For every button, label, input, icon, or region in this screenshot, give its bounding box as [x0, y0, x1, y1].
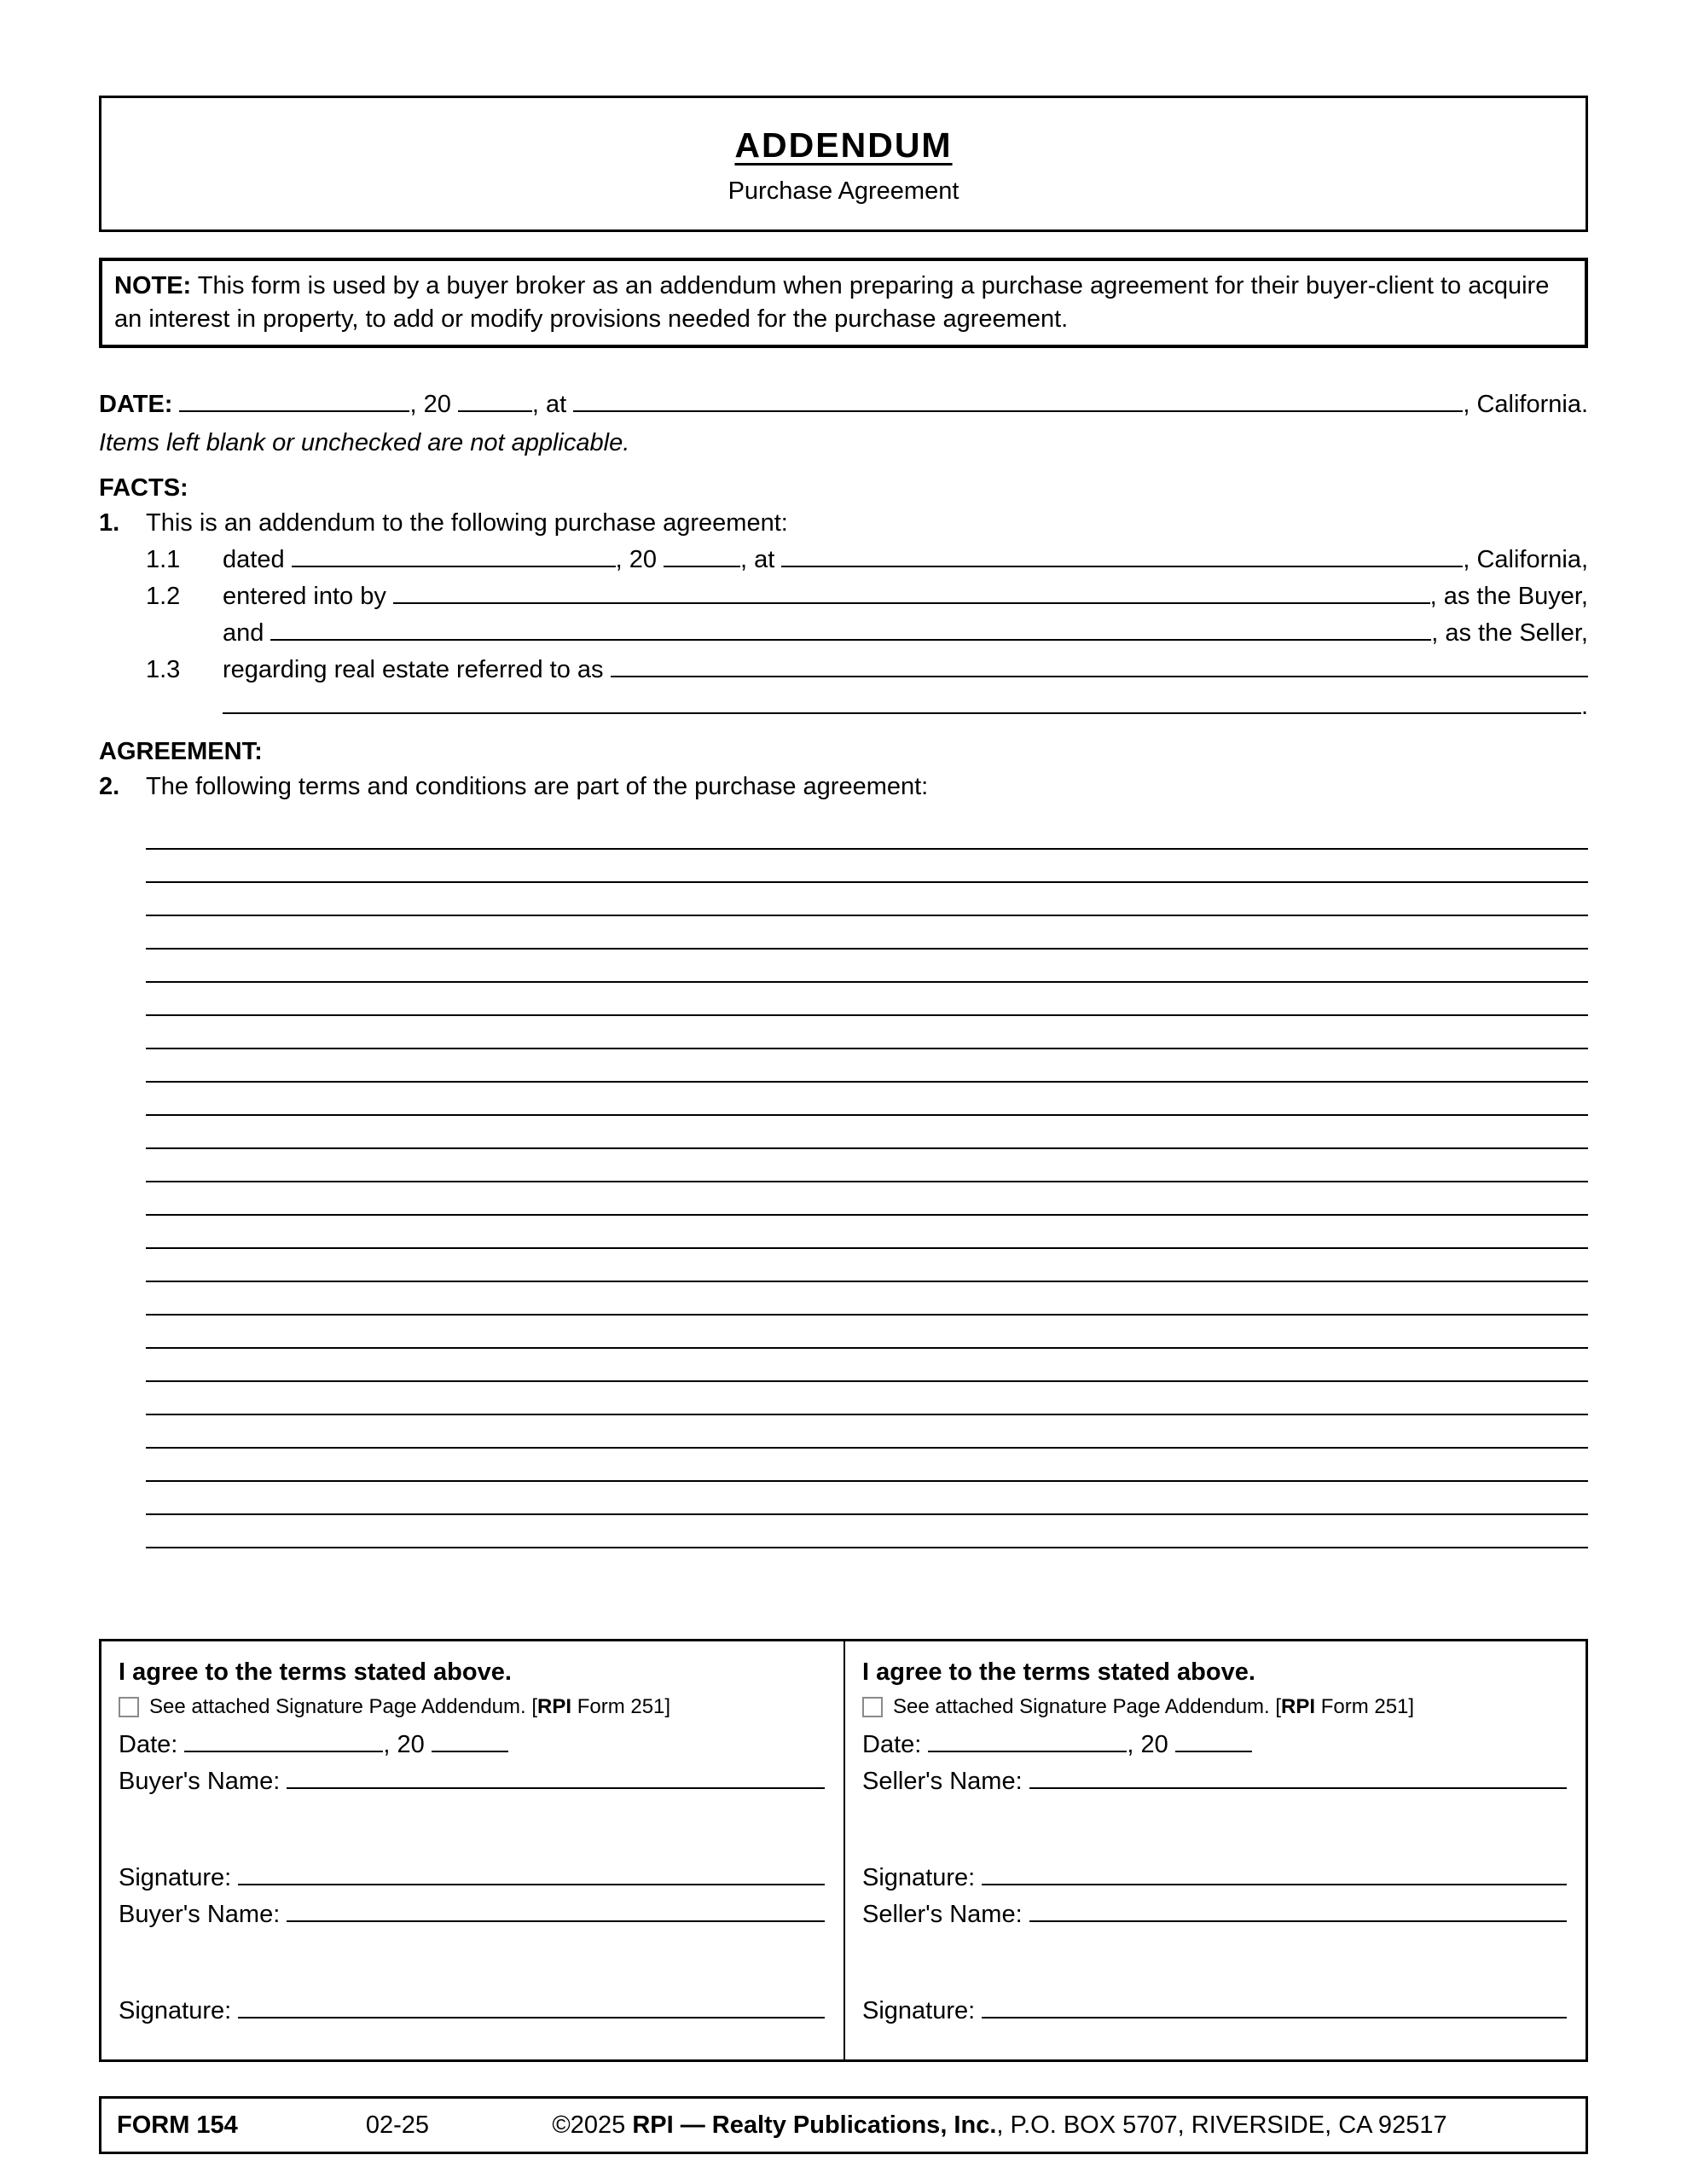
item-2-text: The following terms and conditions are part of the purchase agreement:	[146, 773, 929, 800]
seller-date-line	[862, 1726, 1567, 1763]
buyer-date-field[interactable]	[184, 1726, 383, 1752]
fact-1-3-cont-row	[223, 688, 1588, 724]
fact-1-text: This is an addendum to the following purchase agreement:	[146, 509, 788, 537]
fact-1-2-seller-suffix: , as the Seller,	[1431, 619, 1588, 647]
agreement-blank-line[interactable]	[146, 1282, 1588, 1316]
agreement-date-field[interactable]	[292, 541, 616, 567]
fact-1-1-number: 1.1	[146, 546, 181, 573]
agreement-blank-line[interactable]	[146, 950, 1588, 983]
agreement-ruled-lines	[146, 816, 1588, 1548]
date-state-suffix: , California.	[1463, 391, 1588, 418]
buyer-party-field[interactable]	[393, 578, 1430, 604]
agreement-blank-line[interactable]	[146, 883, 1588, 916]
buyer-year-prefix: , 20	[383, 1731, 425, 1758]
seller-date-field[interactable]	[928, 1726, 1127, 1752]
signature-section	[99, 1639, 1588, 2062]
agreement-blank-line[interactable]	[146, 1415, 1588, 1449]
real-estate-field[interactable]	[611, 651, 1588, 677]
item-2-row	[99, 770, 1588, 804]
buyer-agree-statement: I agree to the terms stated above.	[119, 1658, 512, 1686]
agreement-blank-line[interactable]	[146, 1515, 1588, 1548]
form-footer	[99, 2096, 1588, 2154]
date-at-label: , at	[531, 391, 567, 418]
agreement-blank-line[interactable]	[146, 983, 1588, 1016]
buyer-signature-label-2: Signature:	[119, 1997, 232, 2024]
agreement-blank-line[interactable]	[146, 1349, 1588, 1382]
seller-party-field[interactable]	[270, 614, 1431, 641]
fact-1-2-number: 1.2	[146, 583, 181, 610]
seller-name-label-2: Seller's Name:	[862, 1901, 1023, 1928]
agreement-blank-line[interactable]	[146, 1382, 1588, 1415]
buyer-date-label: Date:	[119, 1731, 178, 1758]
seller-signature-field-1[interactable]	[982, 1859, 1567, 1885]
form-revision-date: 02-25	[365, 2111, 429, 2139]
buyer-date-line	[119, 1726, 825, 1763]
agreement-blank-line[interactable]	[146, 1449, 1588, 1482]
agreement-year-field[interactable]	[664, 541, 740, 567]
form-title: ADDENDUM	[734, 125, 953, 165]
agreement-blank-line[interactable]	[146, 1182, 1588, 1216]
form-number: FORM 154	[117, 2111, 238, 2139]
buyer-signature-field-2[interactable]	[238, 1992, 825, 2018]
instruction-text: Items left blank or unchecked are not applicable.	[99, 429, 630, 456]
note-box	[99, 258, 1588, 348]
buyer-attachment-text: See attached Signature Page Addendum. [RPI Form 251]	[149, 1695, 671, 1718]
seller-signature-field-2[interactable]	[982, 1992, 1567, 2018]
facts-heading: FACTS:	[99, 474, 188, 502]
seller-name-line-2	[862, 1896, 1567, 1932]
fact-1-number: 1.	[99, 509, 120, 537]
agreement-blank-line[interactable]	[146, 816, 1588, 850]
date-field[interactable]	[179, 386, 409, 412]
buyer-attachment-line	[119, 1693, 825, 1721]
seller-name-field-2[interactable]	[1029, 1896, 1567, 1922]
seller-signature-label-2: Signature:	[862, 1997, 976, 2024]
fact-1-3-number: 1.3	[146, 656, 181, 683]
date-year-prefix: , 20	[409, 391, 451, 418]
agreement-blank-line[interactable]	[146, 1116, 1588, 1149]
date-label: DATE:	[99, 391, 173, 418]
agreement-blank-line[interactable]	[146, 1316, 1588, 1349]
seller-see-attached-checkbox[interactable]	[862, 1697, 883, 1717]
form-subtitle: Purchase Agreement	[728, 177, 959, 205]
date-line	[99, 386, 1588, 422]
note-text: This form is used by a buyer broker as an addendum when preparing a purchase agreement for their buyer-client to acquire an interest in property, to add or modify provisions needed for the purchase agreement.	[114, 272, 1550, 333]
seller-signature-column	[844, 1641, 1586, 2059]
title-box	[99, 96, 1588, 232]
agreement-blank-line[interactable]	[146, 1216, 1588, 1249]
seller-name-label-1: Seller's Name:	[862, 1768, 1023, 1795]
buyer-name-field-1[interactable]	[287, 1763, 825, 1789]
agreement-blank-line[interactable]	[146, 1016, 1588, 1049]
buyer-see-attached-checkbox[interactable]	[119, 1697, 139, 1717]
agreement-blank-line[interactable]	[146, 1149, 1588, 1182]
fact-1-1-dated-label: dated	[223, 546, 285, 573]
seller-signature-line-1	[862, 1859, 1567, 1896]
date-city-field[interactable]	[573, 386, 1463, 412]
seller-year-field[interactable]	[1175, 1726, 1252, 1752]
agreement-blank-line[interactable]	[146, 1049, 1588, 1083]
buyer-signature-line-1	[119, 1859, 825, 1896]
buyer-year-field[interactable]	[432, 1726, 508, 1752]
buyer-signature-label-1: Signature:	[119, 1864, 232, 1891]
item-2-number: 2.	[99, 773, 120, 800]
buyer-name-line-2	[119, 1896, 825, 1932]
buyer-name-line-1	[119, 1763, 825, 1799]
agreement-blank-line[interactable]	[146, 1482, 1588, 1515]
agreement-heading: AGREEMENT:	[99, 738, 263, 765]
buyer-name-label-2: Buyer's Name:	[119, 1901, 281, 1928]
fact-1-3-terminator: .	[1580, 693, 1588, 720]
buyer-signature-line-2	[119, 1992, 825, 2029]
fact-1-2-and-row	[223, 614, 1588, 651]
fact-1-1-at-label: , at	[739, 546, 775, 573]
fact-1-3-row	[146, 651, 1588, 688]
note-label: NOTE:	[114, 272, 192, 299]
fact-1-1-state-suffix: , California,	[1463, 546, 1588, 573]
date-year-field[interactable]	[458, 386, 532, 412]
seller-name-line-1	[862, 1763, 1567, 1799]
seller-signature-line-2	[862, 1992, 1567, 2029]
agreement-blank-line[interactable]	[146, 1083, 1588, 1116]
real-estate-field-2[interactable]	[223, 688, 1581, 714]
seller-agree-statement: I agree to the terms stated above.	[862, 1658, 1255, 1686]
fact-1-2-row	[146, 578, 1588, 614]
copyright-text: ©2025 RPI — Realty Publications, Inc., P.O. BOX 5707, RIVERSIDE, CA 92517	[552, 2111, 1447, 2139]
fact-1-1-year-prefix: , 20	[615, 546, 657, 573]
seller-name-field-1[interactable]	[1029, 1763, 1567, 1789]
agreement-blank-line[interactable]	[146, 916, 1588, 950]
seller-year-prefix: , 20	[1127, 1731, 1168, 1758]
buyer-signature-field-1[interactable]	[238, 1859, 825, 1885]
fact-1-1-row	[146, 541, 1588, 578]
fact-1-2-entered-label: entered into by	[223, 583, 386, 610]
fact-1-row	[99, 506, 1588, 541]
seller-date-label: Date:	[862, 1731, 922, 1758]
fact-1-2-and-label: and	[223, 619, 264, 647]
seller-attachment-line	[862, 1693, 1567, 1721]
agreement-city-field[interactable]	[781, 541, 1463, 567]
seller-signature-label-1: Signature:	[862, 1864, 976, 1891]
fact-1-3-label: regarding real estate referred to as	[223, 656, 604, 683]
buyer-name-label-1: Buyer's Name:	[119, 1768, 281, 1795]
agreement-blank-line[interactable]	[146, 850, 1588, 883]
seller-attachment-text: See attached Signature Page Addendum. [RPI Form 251]	[893, 1695, 1415, 1718]
buyer-signature-column	[101, 1641, 844, 2059]
buyer-name-field-2[interactable]	[287, 1896, 825, 1922]
fact-1-2-buyer-suffix: , as the Buyer,	[1429, 583, 1588, 610]
agreement-blank-line[interactable]	[146, 1249, 1588, 1282]
